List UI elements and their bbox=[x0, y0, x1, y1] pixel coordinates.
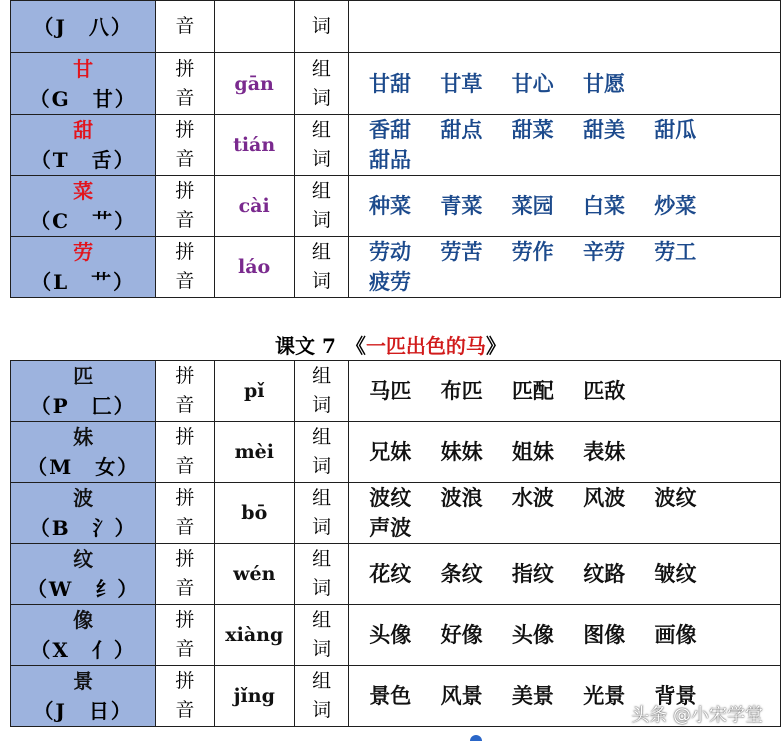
word: 花纹 bbox=[369, 561, 412, 586]
word: 景色 bbox=[369, 683, 412, 708]
vocab-table-1 bbox=[10, 0, 781, 298]
pinyin-cell bbox=[214, 237, 294, 298]
word-list bbox=[349, 53, 781, 115]
pinyin-cell bbox=[214, 1, 294, 53]
table-row bbox=[11, 361, 781, 422]
word: 匹敌 bbox=[583, 378, 626, 403]
word: 甜瓜 bbox=[654, 117, 697, 142]
word-list bbox=[349, 115, 781, 176]
word: 图像 bbox=[583, 622, 626, 647]
table-row bbox=[11, 115, 781, 176]
word: 种菜 bbox=[369, 193, 412, 218]
words-label: 组 词 bbox=[294, 53, 348, 115]
word: 甘心 bbox=[511, 70, 554, 96]
word: 布匹 bbox=[440, 378, 483, 403]
pinyin-label: 拼 音 bbox=[156, 53, 214, 115]
word: 甜菜 bbox=[511, 117, 554, 142]
word: 兄妹 bbox=[369, 439, 412, 464]
words-label: 组 词 bbox=[295, 483, 349, 544]
hanzi: 劳 bbox=[73, 240, 94, 264]
word: 甘草 bbox=[440, 70, 483, 96]
word: 菜园 bbox=[511, 193, 554, 218]
word: 香甜 bbox=[369, 117, 412, 142]
pinyin-label: 拼 音 bbox=[156, 176, 214, 237]
word: 白菜 bbox=[582, 193, 625, 218]
lesson-prefix: 课文 7 《 bbox=[275, 334, 366, 358]
table-row bbox=[11, 605, 781, 666]
pinyin-cell bbox=[214, 115, 294, 176]
pinyin: mèi bbox=[234, 441, 274, 463]
table-row bbox=[11, 544, 781, 605]
word: 甜品 bbox=[369, 147, 412, 172]
character-cell bbox=[11, 483, 156, 544]
word: 皱纹 bbox=[654, 561, 697, 586]
word: 头像 bbox=[511, 622, 554, 647]
hanzi: 甜 bbox=[73, 118, 94, 142]
pinyin-cell bbox=[214, 176, 294, 237]
pinyin: cài bbox=[238, 195, 270, 217]
pinyin-label: 拼 音 bbox=[156, 483, 214, 544]
character-cell bbox=[11, 361, 156, 422]
pinyin: tián bbox=[233, 134, 276, 156]
word: 指纹 bbox=[511, 561, 554, 586]
hanzi: 甘 bbox=[73, 56, 94, 81]
pinyin: wén bbox=[233, 563, 276, 585]
word: 风波 bbox=[583, 485, 626, 510]
word: 劳作 bbox=[511, 239, 554, 264]
word: 波纹 bbox=[369, 485, 412, 510]
hanzi: 波 bbox=[73, 486, 94, 510]
word: 头像 bbox=[369, 622, 412, 647]
pinyin-cell bbox=[214, 666, 295, 727]
words-label: 组 词 bbox=[295, 666, 349, 727]
words-label: 组 词 bbox=[294, 176, 348, 237]
word: 风景 bbox=[440, 683, 483, 708]
word: 姐妹 bbox=[511, 439, 554, 464]
initial-radical: （L 艹） bbox=[31, 270, 136, 294]
words-label: 组 词 bbox=[295, 605, 349, 666]
word-list bbox=[349, 237, 781, 298]
initial-radical: （X 亻） bbox=[30, 638, 136, 662]
word: 辛劳 bbox=[582, 239, 625, 264]
table-row bbox=[11, 1, 781, 53]
character-cell bbox=[11, 544, 156, 605]
word: 好像 bbox=[440, 622, 483, 647]
pinyin: pǐ bbox=[244, 380, 265, 402]
word: 美景 bbox=[511, 683, 554, 708]
pinyin-cell bbox=[214, 483, 295, 544]
pinyin: jǐng bbox=[233, 685, 275, 707]
initial-radical: （B 氵） bbox=[29, 516, 137, 540]
character-cell bbox=[11, 605, 156, 666]
word-list bbox=[349, 605, 781, 666]
pinyin-label: 音 bbox=[156, 1, 214, 53]
word: 纹路 bbox=[583, 561, 626, 586]
pinyin: bō bbox=[241, 502, 268, 524]
word-list bbox=[349, 483, 781, 544]
character-cell bbox=[11, 53, 156, 115]
word: 青菜 bbox=[440, 193, 483, 218]
watermark: 头条 @小宋学堂 bbox=[631, 705, 763, 726]
words-label: 组 词 bbox=[294, 237, 348, 298]
word: 甘愿 bbox=[582, 70, 625, 96]
word: 水波 bbox=[511, 485, 554, 510]
hanzi: 菜 bbox=[73, 179, 94, 203]
pinyin: gān bbox=[234, 72, 274, 95]
initial-radical: （M 女） bbox=[27, 455, 140, 479]
pinyin-label: 拼 音 bbox=[156, 422, 214, 483]
character-cell bbox=[11, 422, 156, 483]
word: 炒菜 bbox=[654, 193, 697, 218]
character-cell bbox=[11, 237, 156, 298]
word: 波浪 bbox=[440, 485, 483, 510]
initial-radical: （P 匚） bbox=[30, 394, 136, 418]
word: 甘甜 bbox=[369, 70, 412, 96]
initial-radical: （J 日） bbox=[33, 699, 133, 723]
pinyin-cell bbox=[214, 544, 295, 605]
word: 声波 bbox=[369, 515, 412, 540]
hanzi: 景 bbox=[73, 669, 94, 693]
pinyin: xiàng bbox=[225, 624, 284, 646]
initial-radical: （T 舌） bbox=[30, 148, 136, 172]
initial-radical: （W 纟） bbox=[26, 577, 140, 601]
lesson-suffix: 》 bbox=[485, 334, 506, 358]
initial-radical: （J 八） bbox=[33, 14, 133, 39]
pinyin-label: 拼 音 bbox=[156, 361, 214, 422]
word: 甜点 bbox=[440, 117, 483, 142]
word: 背景 bbox=[654, 683, 697, 708]
pinyin-cell bbox=[214, 361, 295, 422]
lesson-title bbox=[0, 330, 781, 359]
word: 条纹 bbox=[440, 561, 483, 586]
word: 妹妹 bbox=[440, 439, 483, 464]
initial-radical: （G 甘） bbox=[29, 86, 137, 111]
pinyin-cell bbox=[214, 53, 294, 115]
word: 光景 bbox=[583, 683, 626, 708]
decorative-dot bbox=[470, 735, 482, 741]
vocab-table-2 bbox=[10, 360, 781, 727]
word: 表妹 bbox=[583, 439, 626, 464]
word: 甜美 bbox=[582, 117, 625, 142]
word-list bbox=[349, 422, 781, 483]
pinyin-label: 拼 音 bbox=[156, 666, 214, 727]
pinyin-label: 拼 音 bbox=[156, 605, 214, 666]
word-list bbox=[349, 176, 781, 237]
table-row bbox=[11, 53, 781, 115]
word: 疲劳 bbox=[369, 269, 412, 294]
word-list bbox=[349, 361, 781, 422]
words-label: 组 词 bbox=[294, 115, 348, 176]
word: 劳工 bbox=[654, 239, 697, 264]
words-label: 组 词 bbox=[295, 544, 349, 605]
word: 匹配 bbox=[511, 378, 554, 403]
word: 波纹 bbox=[654, 485, 697, 510]
table-row bbox=[11, 422, 781, 483]
word: 劳苦 bbox=[440, 239, 483, 264]
character-cell bbox=[11, 666, 156, 727]
word-list bbox=[349, 544, 781, 605]
pinyin-cell bbox=[214, 605, 295, 666]
pinyin-label: 拼 音 bbox=[156, 237, 214, 298]
character-cell bbox=[11, 115, 156, 176]
table-row bbox=[11, 237, 781, 298]
pinyin-label: 拼 音 bbox=[156, 544, 214, 605]
initial-radical: （C 艹） bbox=[30, 209, 137, 233]
word: 画像 bbox=[654, 622, 697, 647]
word-list bbox=[349, 1, 781, 53]
hanzi: 像 bbox=[73, 608, 94, 632]
words-label: 组 词 bbox=[295, 422, 349, 483]
character-cell bbox=[11, 1, 156, 53]
hanzi: 匹 bbox=[73, 364, 94, 388]
pinyin-cell bbox=[214, 422, 295, 483]
word: 劳动 bbox=[369, 239, 412, 264]
table-row bbox=[11, 176, 781, 237]
table-row bbox=[11, 483, 781, 544]
lesson-name: 一匹出色的马 bbox=[365, 334, 486, 358]
words-label: 词 bbox=[294, 1, 348, 53]
character-cell bbox=[11, 176, 156, 237]
pinyin-label: 拼 音 bbox=[156, 115, 214, 176]
pinyin: láo bbox=[238, 256, 271, 278]
hanzi: 妹 bbox=[73, 425, 94, 449]
hanzi: 纹 bbox=[73, 547, 94, 571]
words-label: 组 词 bbox=[295, 361, 349, 422]
word: 马匹 bbox=[369, 378, 412, 403]
